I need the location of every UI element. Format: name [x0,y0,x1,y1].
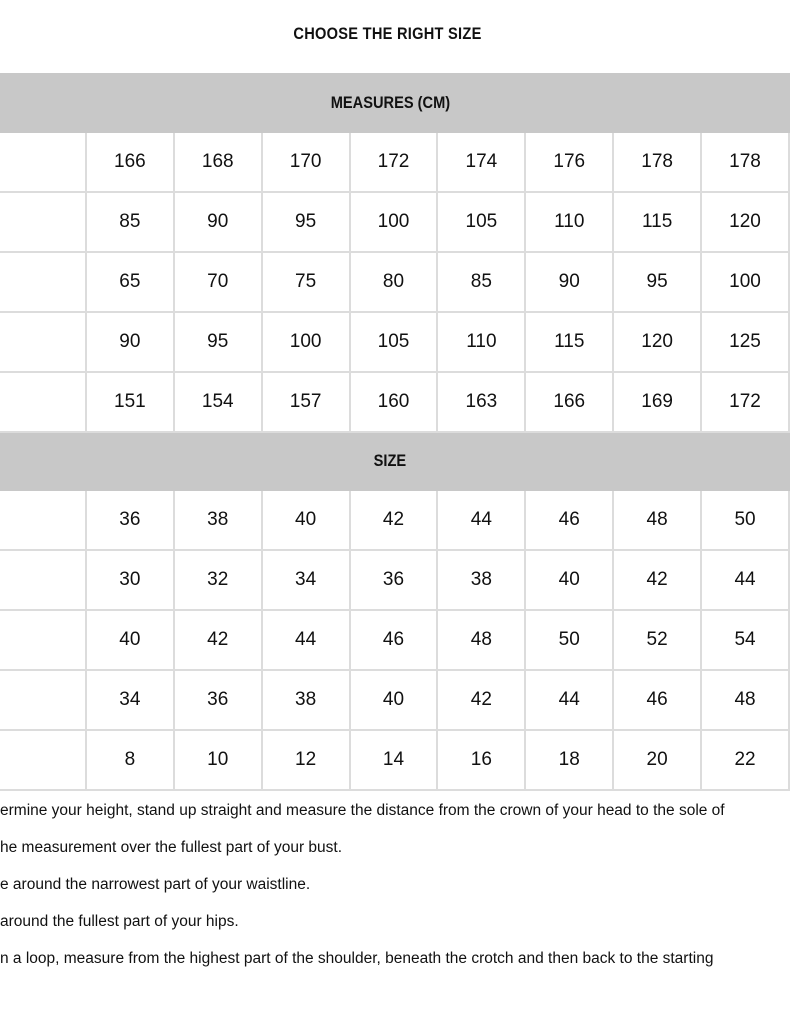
table-cell: 42 [350,490,438,550]
table-cell: 80 [350,252,438,312]
table-cell: 8 [86,730,174,790]
table-cell: 30 [86,550,174,610]
table-cell: 12 [262,730,350,790]
table-cell: 85 [437,252,525,312]
table-row [0,312,789,372]
row-label [0,252,86,312]
table-cell: 172 [701,372,789,432]
table-cell: 40 [262,490,350,550]
table-cell: 38 [437,550,525,610]
table-cell: 50 [701,490,789,550]
table-cell: 176 [525,132,613,192]
size-chart-table [0,73,790,791]
page-title: CHOOSE THE RIGHT SIZE [293,24,482,43]
table-cell: 40 [86,610,174,670]
table-cell: 100 [262,312,350,372]
table-cell: 22 [701,730,789,790]
table-cell: 95 [262,192,350,252]
table-cell: 151 [86,372,174,432]
table-cell: 178 [701,132,789,192]
table-cell: 95 [174,312,262,372]
table-cell: 169 [613,372,701,432]
table-cell: 44 [262,610,350,670]
table-row [0,192,789,252]
note-line: he measurement over the fullest part of your bust. [0,839,343,856]
row-label [0,372,86,432]
table-cell: 100 [701,252,789,312]
table-cell: 105 [350,312,438,372]
table-cell: 54 [701,610,789,670]
note-line: e around the narrowest part of your waistline. [0,876,311,893]
table-cell: 110 [525,192,613,252]
size-header [0,432,789,490]
table-cell: 46 [350,610,438,670]
table-row [0,610,789,670]
table-cell: 38 [262,670,350,730]
table-cell: 36 [350,550,438,610]
table-cell: 42 [613,550,701,610]
table-cell: 174 [437,132,525,192]
row-label [0,490,86,550]
table-cell: 110 [437,312,525,372]
table-cell: 48 [437,610,525,670]
table-cell: 32 [174,550,262,610]
table-cell: 44 [437,490,525,550]
table-cell: 170 [262,132,350,192]
table-cell: 178 [613,132,701,192]
table-row [0,550,789,610]
table-cell: 160 [350,372,438,432]
table-cell: 95 [613,252,701,312]
table-cell: 18 [525,730,613,790]
row-label [0,192,86,252]
measures-header [0,74,789,132]
table-cell: 166 [525,372,613,432]
row-label [0,550,86,610]
table-row [0,132,789,192]
table-cell: 46 [525,490,613,550]
table-row [0,252,789,312]
table-cell: 85 [86,192,174,252]
row-label [0,730,86,790]
table-cell: 36 [86,490,174,550]
note-line: n a loop, measure from the highest part of the shoulder, beneath the crotch and then back to the starting [0,950,714,967]
table-cell: 163 [437,372,525,432]
table-cell: 16 [437,730,525,790]
table-cell: 34 [86,670,174,730]
table-cell: 100 [350,192,438,252]
table-cell: 46 [613,670,701,730]
table-cell: 157 [262,372,350,432]
table-row [0,670,789,730]
table-cell: 168 [174,132,262,192]
table-cell: 20 [613,730,701,790]
row-label [0,610,86,670]
table-cell: 75 [262,252,350,312]
table-cell: 166 [86,132,174,192]
table-cell: 65 [86,252,174,312]
table-cell: 36 [174,670,262,730]
row-label [0,312,86,372]
table-cell: 52 [613,610,701,670]
table-cell: 42 [437,670,525,730]
table-cell: 42 [174,610,262,670]
table-row [0,730,789,790]
table-cell: 10 [174,730,262,790]
table-cell: 115 [525,312,613,372]
table-cell: 90 [525,252,613,312]
table-cell: 120 [613,312,701,372]
table-cell: 44 [701,550,789,610]
table-cell: 172 [350,132,438,192]
table-cell: 70 [174,252,262,312]
row-label [0,670,86,730]
table-cell: 38 [174,490,262,550]
row-label [0,132,86,192]
measures-header-label: MEASURES (CM) [330,93,450,112]
table-cell: 44 [525,670,613,730]
table-cell: 14 [350,730,438,790]
table-cell: 125 [701,312,789,372]
table-cell: 50 [525,610,613,670]
note-line: around the fullest part of your hips. [0,913,239,930]
table-row [0,372,789,432]
table-cell: 90 [86,312,174,372]
size-header-label: SIZE [373,451,407,470]
table-cell: 115 [613,192,701,252]
table-cell: 40 [525,550,613,610]
table-cell: 154 [174,372,262,432]
table-cell: 48 [613,490,701,550]
table-cell: 105 [437,192,525,252]
note-line: ermine your height, stand up straight and measure the distance from the crown of your head to the sole of [0,802,725,819]
table-row [0,490,789,550]
table-cell: 34 [262,550,350,610]
table-cell: 90 [174,192,262,252]
table-cell: 40 [350,670,438,730]
table-cell: 120 [701,192,789,252]
table-cell: 48 [701,670,789,730]
